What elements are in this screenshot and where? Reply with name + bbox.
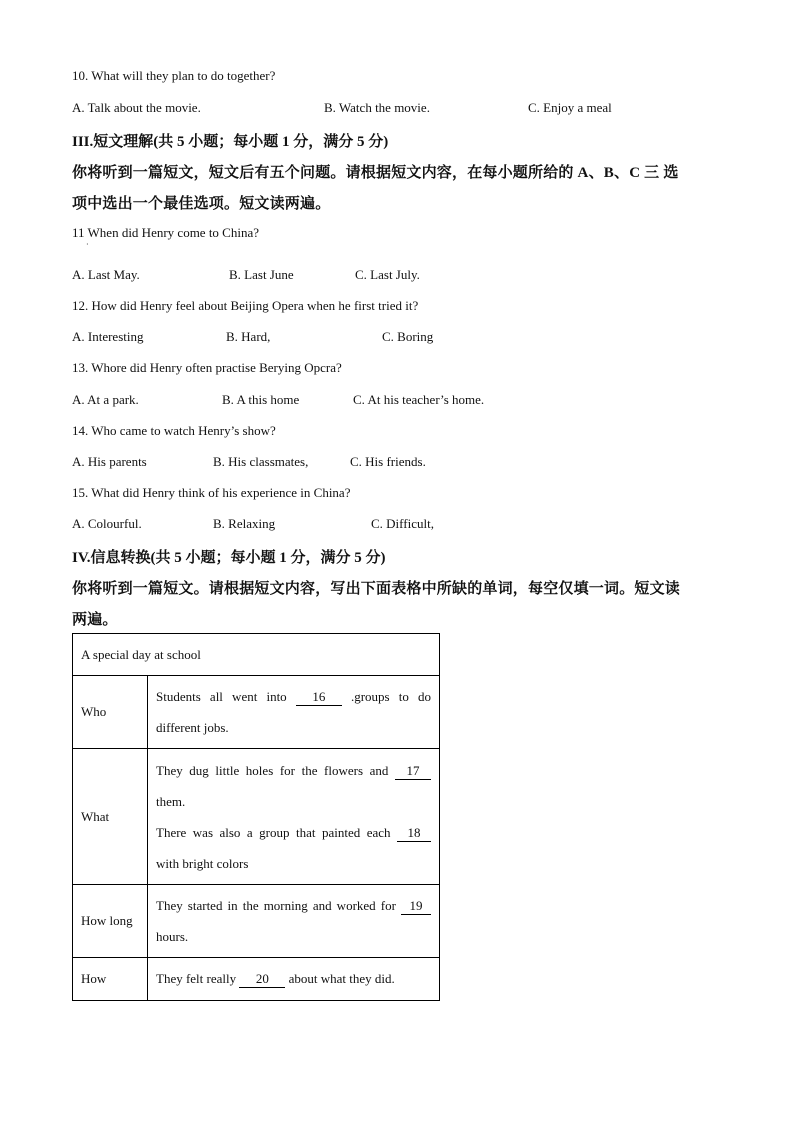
how-long-post: hours. [156, 929, 189, 944]
table-title: A special day at school [73, 634, 440, 676]
q12-option-b: B. Hard, [226, 329, 271, 344]
row-content-how [148, 958, 440, 1001]
who-text-post: .groups to do different jobs. [156, 689, 431, 735]
how-pre: They felt really [156, 970, 237, 986]
row-label-what: What [73, 749, 148, 885]
question-15: 15. What did Henry think of his experience in China? [72, 485, 351, 500]
row-label-how-long: How long [73, 885, 148, 958]
row-label-who: Who [73, 676, 148, 749]
question-11: 11 When did Henry come to China? [72, 225, 260, 240]
info-table [72, 633, 440, 1001]
q14-option-c: C. His friends. [350, 454, 426, 469]
q10-option-a: A. Talk about the movie. [72, 100, 201, 115]
blank-16: 16 [296, 689, 342, 706]
q11-option-b: B. Last June [229, 267, 294, 282]
table-row-who [73, 676, 440, 749]
q13-option-a: A. At a park. [72, 392, 139, 407]
q12-option-a: A. Interesting [72, 329, 144, 344]
q15-option-c: C. Difficult, [371, 516, 434, 531]
question-10: 10. What will they plan to do together? [72, 68, 276, 83]
section-4-instruction-2: 两遍。 [72, 612, 118, 628]
blank-19: 19 [401, 898, 431, 915]
blank-20: 20 [239, 971, 285, 988]
q14-option-a: A. His parents [72, 454, 147, 469]
blank-18: 18 [397, 825, 431, 842]
row-content-how-long [148, 885, 440, 958]
what-s2-post: with bright colors [156, 855, 249, 871]
section-3-instruction-1: 你将听到一篇短文，短文后有五个问题。请根据短文内容，在每小题所给的 A、B、C 三 选 [72, 165, 679, 181]
section-4-instruction-1: 你将听到一篇短文。请根据短文内容，写出下面表格中所缺的单词，每空仅填一词。短文读 [72, 581, 681, 597]
what-s2-pre: There was also a group that painted each [156, 824, 391, 840]
table-row-how-long [73, 885, 440, 958]
what-s1-post: them. [156, 793, 186, 809]
q15-option-a: A. Colourful. [72, 516, 142, 531]
q11-option-c: C. Last July. [355, 267, 420, 282]
how-post: about what they did. [288, 970, 395, 986]
q10-option-c: C. Enjoy a meal [528, 100, 612, 115]
who-text-pre: Students all went into [156, 689, 287, 704]
q12-option-c: C. Boring [382, 329, 434, 344]
section-3-heading: III.短文理解(共 5 小题；每小题 1 分，满分 5 分) [72, 134, 389, 150]
section-4-heading: IV.信息转换(共 5 小题；每小题 1 分，满分 5 分) [72, 550, 386, 566]
row-content-who [148, 676, 440, 749]
blank-17: 17 [395, 763, 431, 780]
question-13: 13. Whore did Henry often practise Berying Opcra? [72, 360, 342, 375]
table-row-how [73, 958, 440, 1001]
question-14: 14. Who came to watch Henry’s show? [72, 423, 276, 438]
row-label-how: How [73, 958, 148, 1001]
q10-option-b: B. Watch the movie. [324, 100, 430, 115]
question-12: 12. How did Henry feel about Beijing Opera when he first tried it? [72, 298, 419, 313]
row-content-what [148, 749, 440, 885]
section-3-instruction-2: 项中选出一个最佳选项。短文读两遍。 [72, 196, 331, 212]
what-s1-pre: They dug little holes for the flowers and [156, 762, 389, 778]
how-long-pre: They started in the morning and worked for [156, 898, 396, 913]
q14-option-b: B. His classmates, [213, 454, 309, 469]
stray-dot: · [86, 240, 89, 249]
q13-option-c: C. At his teacher’s home. [353, 392, 485, 407]
q11-option-a: A. Last May. [72, 267, 140, 282]
q13-option-b: B. A this home [222, 392, 300, 407]
q15-option-b: B. Relaxing [213, 516, 276, 531]
table-row-what [73, 749, 440, 885]
